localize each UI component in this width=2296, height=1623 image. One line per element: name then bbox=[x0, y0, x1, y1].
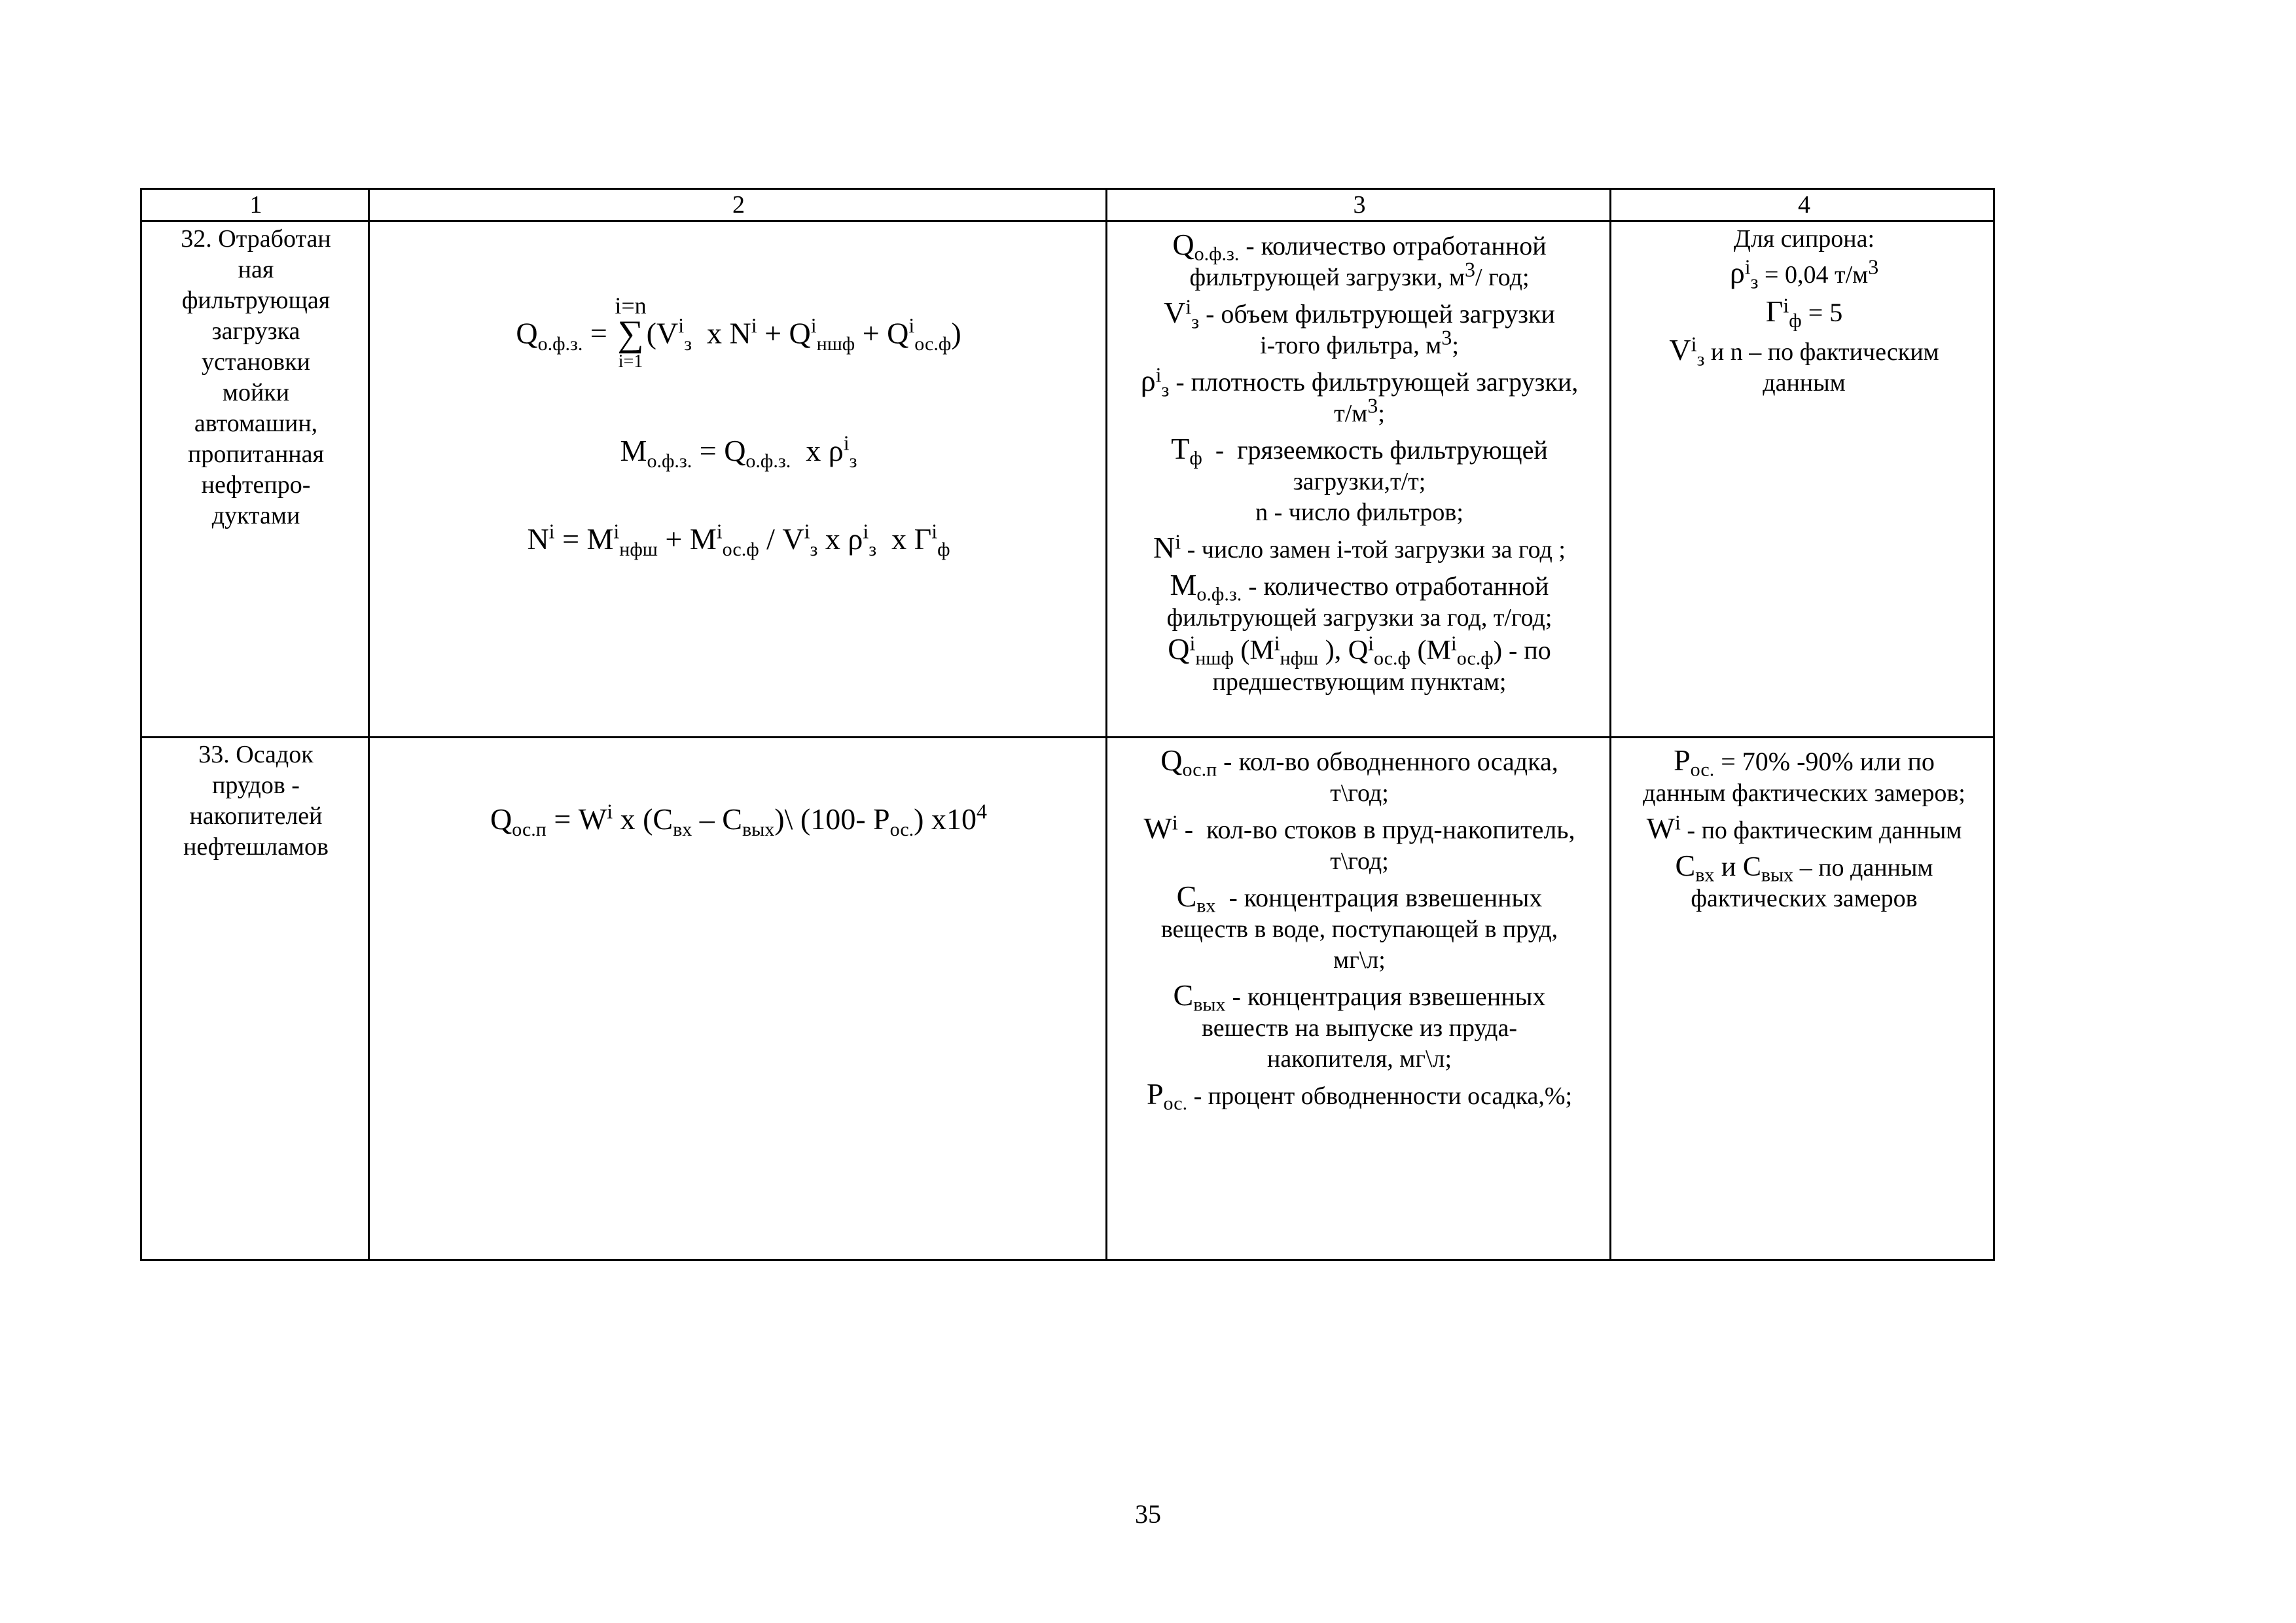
header-cell-2: 2 bbox=[732, 191, 745, 219]
row-32-name-cell bbox=[142, 224, 370, 734]
formula-q-ofz: $Q_{о.ф.з.}$ = i=n ∑ i=1 ($V^i_з$ x $N^i + Q^i_{ншф} + Q^i_{ос.ф}$) bbox=[370, 296, 1107, 377]
row-32-name-line: установки bbox=[202, 348, 310, 376]
header-cell-3: 3 bbox=[1353, 191, 1366, 219]
note-line: фактических замеров bbox=[1691, 885, 1918, 912]
notation-line: фильтрующей загрузки за год, т/год; bbox=[1166, 604, 1552, 632]
notation-line: предшествующим пунктам; bbox=[1212, 668, 1507, 696]
page-number: 35 bbox=[1135, 1499, 1161, 1529]
notation-line: $Т_ф$ - грязеемкость фильтрующей bbox=[1171, 432, 1548, 469]
row-33-notation-cell bbox=[1107, 745, 1611, 1258]
row-32-name-line: ная bbox=[238, 256, 274, 283]
notation-line: загрузки,т/т; bbox=[1293, 468, 1426, 495]
note-line: $V^i_з$ и n – по фактическим bbox=[1669, 332, 1939, 370]
row-32-name-line: автомашин, bbox=[194, 410, 318, 437]
note-line: $C_{вх}$ и $C_{вых}$ – по данным bbox=[1675, 849, 1933, 886]
summation-sign: i=n ∑ i=1 bbox=[615, 293, 647, 372]
row-32-name-line: 32. Отработан bbox=[181, 225, 331, 253]
notation-line: $W^i - кол-во$ стоков в пруд-накопитель, bbox=[1143, 810, 1575, 845]
note-line: данным фактических замеров; bbox=[1643, 779, 1965, 807]
notation-line: накопителя, мг\л; bbox=[1266, 1045, 1452, 1073]
row-divider bbox=[142, 736, 1993, 738]
header-cell-4: 4 bbox=[1798, 191, 1810, 219]
row-32-name-line: фильтрующая bbox=[181, 287, 331, 314]
notation-line: $M_{о.ф.з.}$ - количество отработанной bbox=[1170, 568, 1549, 605]
notation-line: n - число фильтров; bbox=[1255, 499, 1463, 526]
notation-line: $Q^i_{ншф}$ ($M^i_{нфш}$ ), $Q^i_{ос.ф}$ $(M^i_{ос.ф})$ - по bbox=[1168, 631, 1551, 669]
row-32-name-line: дуктами bbox=[211, 502, 300, 529]
formula-q-osp: $Q_{ос.п} = W^i$ x ($C_{вх}$ – $C_{вых})\backslash$ (100- $P_{ос.}$) $x10^4$ bbox=[490, 799, 987, 841]
row-32-name-line: нефтепро- bbox=[201, 471, 311, 499]
note-line: $W^i$ - по фактическим данным bbox=[1646, 810, 1962, 845]
note-line: Для сипрона: bbox=[1733, 225, 1875, 253]
row-33-name-cell bbox=[142, 740, 370, 1260]
formula-table bbox=[140, 188, 1995, 1261]
row-33-name-line: накопителей bbox=[189, 802, 323, 830]
notation-line: $т/м^3$; bbox=[1334, 393, 1385, 427]
notation-line: т\год; bbox=[1330, 847, 1389, 875]
notation-line: вешеств на выпуске из пруда- bbox=[1202, 1014, 1517, 1042]
notation-line: $\rho^i_з$ - плотность фильтрующей загрузки, bbox=[1140, 363, 1579, 401]
row-32-note-cell bbox=[1611, 224, 1997, 734]
notation-line: т\год; bbox=[1330, 779, 1389, 807]
notation-line: $N^i$ - число замен i-той загрузки за год ; bbox=[1153, 529, 1566, 564]
note-line: $\rho^i_з = 0,04$ $т/м^3$ bbox=[1729, 255, 1879, 293]
note-line: $P_{ос.} = 70\%$ -90% или по bbox=[1674, 745, 1935, 781]
row-33-formula-cell bbox=[370, 740, 1107, 1260]
notation-line: фильтрующей загрузки, $м^3/$ год; bbox=[1189, 257, 1530, 291]
formula-m-ofz: $M_{о.ф.з.} = Q_{о.ф.з.}$ x $\rho^i_з$ bbox=[620, 431, 857, 473]
row-32-notation-cell bbox=[1107, 229, 1611, 736]
header-cell-1: 1 bbox=[249, 191, 262, 219]
notation-line: $C_{вых}$ - концентрация взвешенных bbox=[1173, 978, 1546, 1016]
row-32-formula-cell bbox=[370, 224, 1107, 734]
notation-line: $C_{вх}$ - концентрация взвешенных bbox=[1176, 880, 1543, 917]
row-32-name-line: пропитанная bbox=[188, 440, 324, 468]
row-33-name-line: прудов - bbox=[212, 772, 300, 799]
notation-line: мг\л; bbox=[1333, 946, 1386, 974]
note-line: $Г^i_ф = 5$ bbox=[1765, 293, 1843, 332]
row-33-name-line: нефтешламов bbox=[183, 833, 329, 861]
notation-line: i-того фильтра, $м^3$; bbox=[1260, 325, 1459, 359]
notation-line: $Q_{ос.п} - кол-во$ обводненного осадка, bbox=[1160, 745, 1558, 781]
notation-line: $V^i_з$ - объем фильтрующей загрузки bbox=[1164, 294, 1555, 333]
formula-n: $N^i = M^i_{нфш} + M^i_{ос.ф} / V^i_з$ x $\rho^i_з$ x $Г^i_ф$ bbox=[527, 519, 950, 561]
row-32-name-line: мойки bbox=[222, 379, 290, 406]
note-line: данным bbox=[1763, 369, 1846, 397]
row-33-note-cell bbox=[1611, 745, 1997, 1258]
notation-line: веществ в воде, поступающей в пруд, bbox=[1160, 916, 1558, 943]
row-32-name-line: загрузка bbox=[211, 317, 300, 345]
notation-line: $P_{ос.}$ - процент обводненности осадка,%; bbox=[1146, 1077, 1573, 1115]
notation-line: $Q_{о.ф.з.}$ - количество отработанной bbox=[1172, 229, 1547, 265]
row-33-name-line: 33. Осадок bbox=[198, 741, 314, 768]
